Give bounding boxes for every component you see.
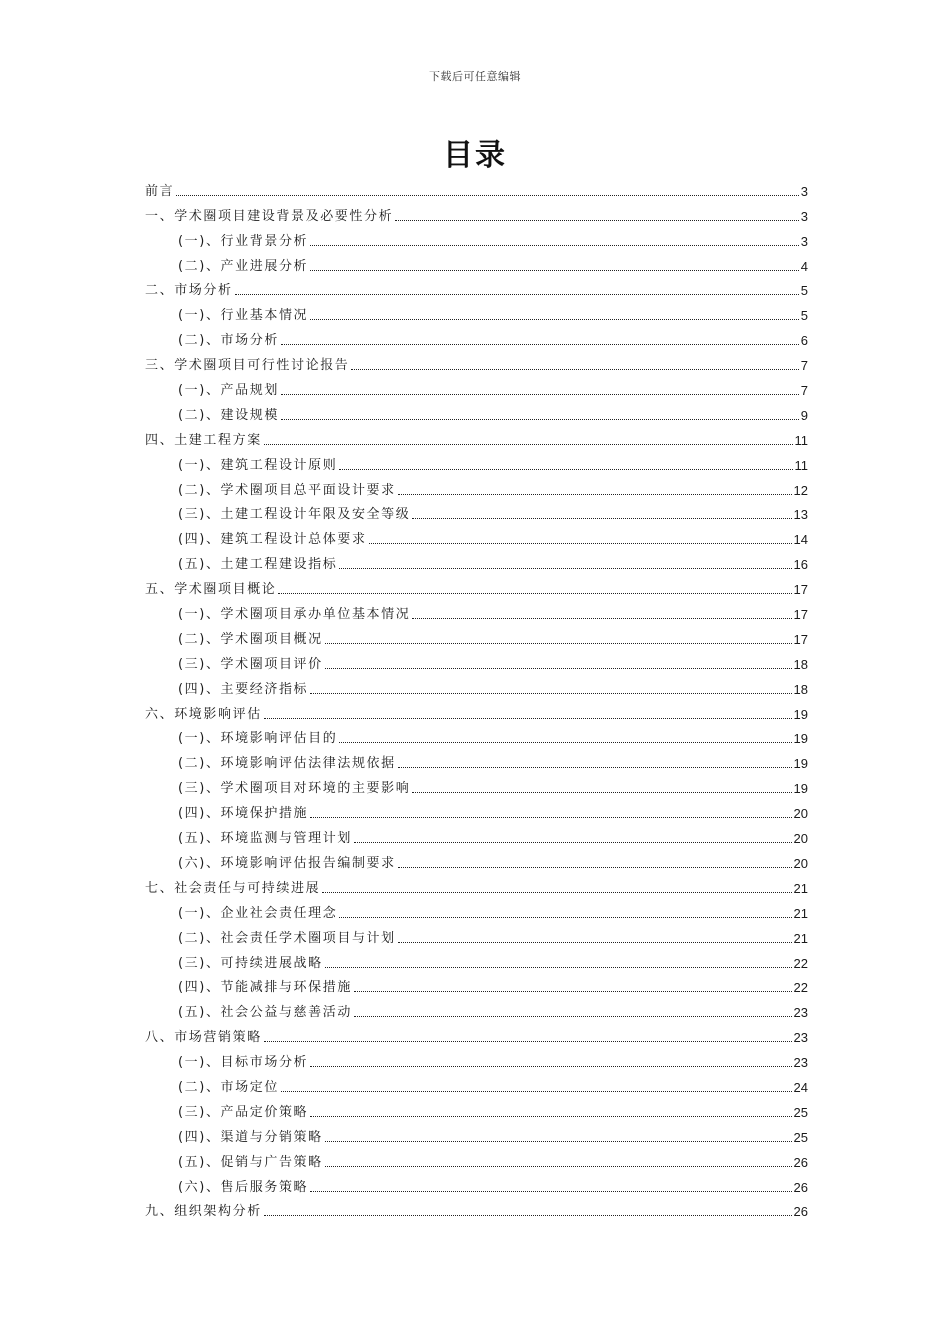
toc-entry-label: (一)、产品规划 (178, 383, 279, 399)
toc-entry-page: 12 (793, 482, 808, 498)
toc-entry-label: (五)、社会公益与慈善活动 (178, 1005, 352, 1021)
toc-entry-label: (五)、环境监测与管理计划 (178, 831, 352, 847)
toc-dot-leader (369, 543, 792, 544)
toc-entry[interactable] (145, 299, 808, 324)
toc-entry-page: 9 (800, 407, 808, 423)
toc-dot-leader (322, 892, 791, 893)
toc-entry-label: 二、市场分析 (145, 283, 233, 299)
toc-entry-page: 16 (793, 557, 808, 573)
toc-entry[interactable] (145, 1171, 808, 1196)
toc-dot-leader (235, 294, 799, 295)
toc-entry[interactable] (145, 847, 808, 872)
toc-entry[interactable] (145, 822, 808, 847)
toc-dot-leader (325, 668, 792, 669)
toc-dot-leader (264, 718, 792, 719)
toc-entry[interactable] (145, 200, 808, 225)
toc-dot-leader (310, 1066, 791, 1067)
toc-entry[interactable] (145, 250, 808, 275)
toc-entry-label: (三)、产品定价策略 (178, 1104, 309, 1120)
toc-dot-leader (281, 419, 799, 420)
toc-entry-label: (一)、目标市场分析 (178, 1055, 309, 1071)
toc-entry-label: (一)、学术圈项目承办单位基本情况 (178, 607, 411, 623)
toc-entry-page: 3 (800, 183, 808, 199)
toc-entry-page: 11 (794, 457, 808, 473)
toc-entry-label: 六、环境影响评估 (145, 706, 262, 722)
toc-dot-leader (264, 1041, 792, 1042)
toc-entry-page: 13 (793, 507, 808, 523)
toc-entry[interactable] (145, 548, 808, 573)
toc-entry-label: (二)、社会责任学术圈项目与计划 (178, 930, 396, 946)
toc-entry-page: 19 (793, 781, 808, 797)
toc-entry-label: 七、社会责任与可持续进展 (145, 880, 321, 896)
toc-dot-leader (281, 1091, 792, 1092)
table-of-contents (145, 175, 808, 1220)
toc-entry-page: 18 (793, 656, 808, 672)
toc-entry[interactable] (145, 275, 808, 300)
toc-entry-label: (一)、行业背景分析 (178, 233, 309, 249)
toc-entry-label: (二)、产业进展分析 (178, 258, 309, 274)
toc-entry-label: (四)、节能减排与环保措施 (178, 980, 352, 996)
toc-entry-label: (二)、市场分析 (178, 333, 279, 349)
toc-entry-label: (二)、市场定位 (178, 1079, 279, 1095)
toc-dot-leader (398, 867, 792, 868)
toc-entry-label: (一)、行业基本情况 (178, 308, 309, 324)
toc-entry-page: 25 (793, 1129, 808, 1145)
toc-entry[interactable] (145, 747, 808, 772)
toc-entry-page: 5 (800, 308, 808, 324)
toc-entry-label: (六)、售后服务策略 (178, 1179, 309, 1195)
toc-dot-leader (351, 369, 798, 370)
toc-dot-leader (339, 742, 791, 743)
toc-entry-page: 19 (793, 731, 808, 747)
toc-entry[interactable] (145, 1046, 808, 1071)
toc-entry[interactable] (145, 996, 808, 1021)
toc-entry[interactable] (145, 449, 808, 474)
toc-entry-label: (三)、学术圈项目对环境的主要影响 (178, 781, 411, 797)
toc-entry[interactable] (145, 573, 808, 598)
toc-entry[interactable] (145, 623, 808, 648)
toc-entry[interactable] (145, 723, 808, 748)
toc-entry-page: 6 (800, 333, 808, 349)
toc-entry-page: 26 (793, 1154, 808, 1170)
toc-entry[interactable] (145, 175, 808, 200)
toc-entry-page: 21 (793, 930, 808, 946)
toc-entry[interactable] (145, 1196, 808, 1221)
toc-entry-page: 21 (793, 905, 808, 921)
toc-entry[interactable] (145, 349, 808, 374)
toc-entry-page: 25 (793, 1104, 808, 1120)
toc-entry-page: 3 (800, 233, 808, 249)
toc-entry-label: 三、学术圈项目可行性讨论报告 (145, 358, 350, 374)
toc-entry[interactable] (145, 698, 808, 723)
toc-entry[interactable] (145, 374, 808, 399)
toc-entry-page: 5 (800, 283, 808, 299)
toc-entry[interactable] (145, 399, 808, 424)
toc-dot-leader (281, 344, 799, 345)
toc-dot-leader (310, 245, 799, 246)
toc-entry[interactable] (145, 922, 808, 947)
toc-entry[interactable] (145, 947, 808, 972)
toc-entry[interactable] (145, 1121, 808, 1146)
toc-entry-label: (一)、企业社会责任理念 (178, 905, 338, 921)
toc-entry-label: 八、市场营销策略 (145, 1030, 262, 1046)
toc-entry-label: (四)、主要经济指标 (178, 681, 309, 697)
toc-entry[interactable] (145, 474, 808, 499)
toc-dot-leader (398, 767, 792, 768)
toc-entry[interactable] (145, 598, 808, 623)
toc-entry-label: (六)、环境影响评估报告编制要求 (178, 855, 396, 871)
toc-entry[interactable] (145, 648, 808, 673)
toc-dot-leader (278, 593, 791, 594)
toc-entry[interactable] (145, 673, 808, 698)
toc-dot-leader (310, 1116, 791, 1117)
toc-entry[interactable] (145, 424, 808, 449)
toc-dot-leader (264, 1215, 792, 1216)
toc-entry-page: 17 (793, 582, 808, 598)
toc-dot-leader (325, 967, 792, 968)
toc-dot-leader (310, 1191, 791, 1192)
toc-entry-label: (四)、建筑工程设计总体要求 (178, 532, 367, 548)
toc-dot-leader (354, 1016, 792, 1017)
toc-entry[interactable] (145, 225, 808, 250)
toc-entry-page: 23 (793, 1005, 808, 1021)
toc-dot-leader (339, 568, 791, 569)
toc-dot-leader (176, 195, 799, 196)
toc-entry[interactable] (145, 872, 808, 897)
toc-entry[interactable] (145, 499, 808, 524)
toc-entry[interactable] (145, 972, 808, 997)
toc-entry-label: 前言 (145, 183, 175, 199)
toc-entry[interactable] (145, 1021, 808, 1046)
toc-entry[interactable] (145, 897, 808, 922)
toc-entry[interactable] (145, 1071, 808, 1096)
toc-title: 目录 (443, 138, 507, 173)
toc-entry-page: 7 (800, 358, 808, 374)
toc-entry-label: (五)、促销与广告策略 (178, 1154, 323, 1170)
toc-dot-leader (354, 842, 792, 843)
toc-entry-page: 3 (800, 208, 808, 224)
toc-entry-page: 20 (793, 806, 808, 822)
toc-entry[interactable] (145, 523, 808, 548)
toc-dot-leader (398, 942, 792, 943)
toc-entry-label: (五)、土建工程建设指标 (178, 557, 338, 573)
toc-entry-page: 17 (793, 607, 808, 623)
toc-entry[interactable] (145, 797, 808, 822)
toc-entry-label: (四)、环境保护措施 (178, 806, 309, 822)
toc-entry-label: 五、学术圈项目概论 (145, 582, 277, 598)
toc-entry-label: 一、学术圈项目建设背景及必要性分析 (145, 208, 394, 224)
toc-entry-label: (四)、渠道与分销策略 (178, 1129, 323, 1145)
toc-entry[interactable] (145, 1146, 808, 1171)
toc-dot-leader (264, 444, 793, 445)
toc-entry[interactable] (145, 324, 808, 349)
toc-dot-leader (310, 817, 791, 818)
toc-entry-page: 7 (800, 383, 808, 399)
toc-dot-leader (325, 1141, 792, 1142)
toc-entry-label: (三)、可持续进展战略 (178, 955, 323, 971)
toc-dot-leader (412, 792, 791, 793)
toc-entry-label: 四、土建工程方案 (145, 432, 262, 448)
toc-entry-page: 26 (793, 1179, 808, 1195)
toc-entry-page: 22 (793, 955, 808, 971)
toc-dot-leader (395, 220, 799, 221)
toc-dot-leader (310, 693, 791, 694)
toc-entry-page: 14 (793, 532, 808, 548)
toc-entry-page: 23 (793, 1055, 808, 1071)
toc-entry-page: 24 (793, 1079, 808, 1095)
toc-dot-leader (325, 1166, 792, 1167)
toc-dot-leader (398, 494, 792, 495)
toc-entry-page: 17 (793, 631, 808, 647)
toc-entry-label: (一)、环境影响评估目的 (178, 731, 338, 747)
toc-entry[interactable] (145, 1096, 808, 1121)
toc-entry-page: 20 (793, 855, 808, 871)
toc-dot-leader (339, 917, 791, 918)
toc-entry-label: (一)、建筑工程设计原则 (178, 457, 338, 473)
toc-entry-label: 九、组织架构分析 (145, 1204, 262, 1220)
toc-entry-page: 26 (793, 1204, 808, 1220)
toc-entry-page: 21 (793, 880, 808, 896)
toc-entry-label: (三)、土建工程设计年限及安全等级 (178, 507, 411, 523)
toc-entry-page: 23 (793, 1030, 808, 1046)
toc-entry-page: 20 (793, 831, 808, 847)
toc-dot-leader (339, 469, 792, 470)
toc-entry-label: (二)、建设规模 (178, 407, 279, 423)
toc-entry-label: (二)、学术圈项目总平面设计要求 (178, 482, 396, 498)
toc-entry-page: 4 (800, 258, 808, 274)
toc-entry-page: 22 (793, 980, 808, 996)
toc-entry-label: (二)、环境影响评估法律法规依据 (178, 756, 396, 772)
toc-dot-leader (354, 991, 792, 992)
toc-entry-label: (三)、学术圈项目评价 (178, 656, 323, 672)
toc-entry[interactable] (145, 772, 808, 797)
toc-dot-leader (281, 394, 799, 395)
toc-dot-leader (310, 270, 799, 271)
toc-entry-page: 19 (793, 756, 808, 772)
header-note: 下载后可任意编辑 (429, 70, 521, 83)
toc-entry-page: 11 (794, 432, 808, 448)
toc-entry-page: 19 (793, 706, 808, 722)
toc-dot-leader (310, 319, 799, 320)
toc-entry-page: 18 (793, 681, 808, 697)
toc-dot-leader (412, 518, 791, 519)
toc-entry-label: (二)、学术圈项目概况 (178, 631, 323, 647)
toc-dot-leader (325, 643, 792, 644)
toc-dot-leader (412, 618, 791, 619)
